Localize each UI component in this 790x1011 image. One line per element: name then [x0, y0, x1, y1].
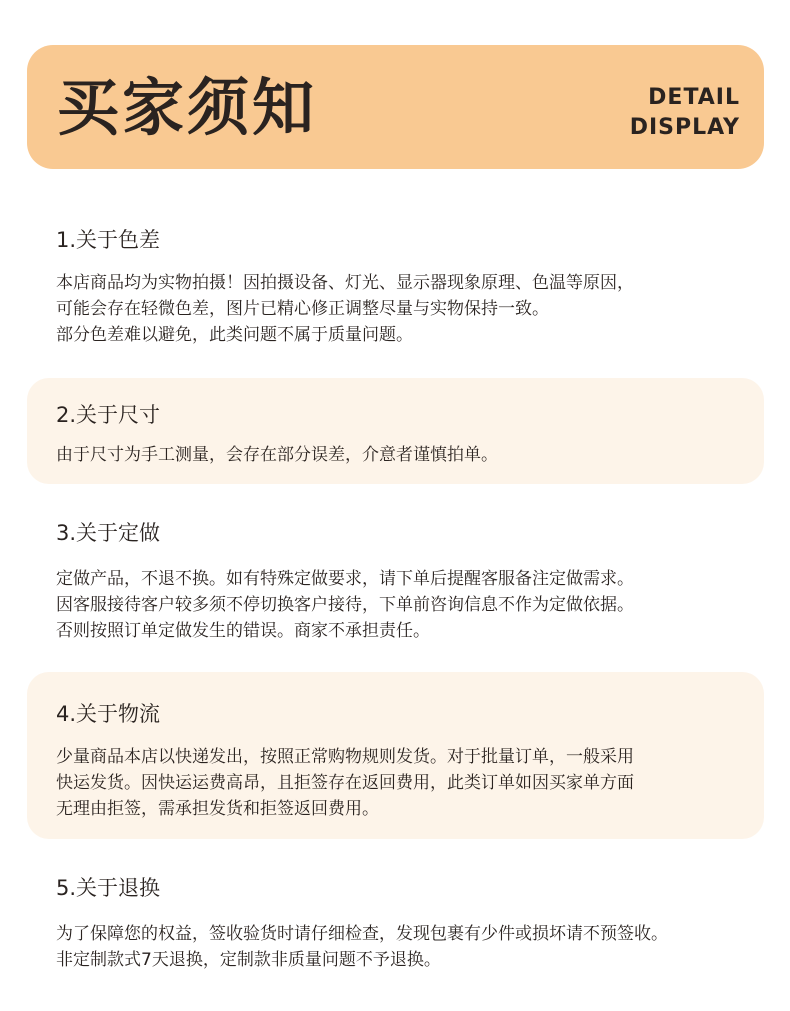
header-banner [27, 45, 764, 169]
page-title: 买家须知 [57, 71, 318, 144]
body-line: 为了保障您的权益，签收验货时请仔细检查，发现包裹有少件或损坏请不预签收。 [56, 924, 668, 944]
section-body [56, 921, 764, 973]
body-line: 定做产品，不退不换。如有特殊定做要求，请下单后提醒客服备注定做需求。 [56, 569, 634, 589]
section-color-difference [27, 205, 764, 355]
section-logistics [27, 672, 764, 839]
body-line: 否则按照订单定做发生的错误。商家不承担责任。 [56, 621, 430, 641]
section-returns [27, 855, 764, 995]
section-title: 2.关于尺寸 [56, 403, 161, 427]
subtitle-line-2: DISPLAY [629, 115, 740, 140]
body-line: 无理由拒签，需承担发货和拒签返回费用。 [56, 799, 379, 819]
subtitle-line-1: DETAIL [648, 85, 740, 110]
section-size [27, 378, 764, 484]
body-line: 少量商品本店以快递发出，按照正常购物规则发货。对于批量订单，一般采用 [56, 747, 634, 767]
section-title: 1.关于色差 [56, 228, 161, 252]
body-line: 快运发货。因快运运费高昂，且拒签存在返回费用，此类订单如因买家单方面 [56, 773, 634, 793]
section-title: 5.关于退换 [56, 876, 161, 900]
body-line: 非定制款式7天退换，定制款非质量问题不予退换。 [56, 950, 441, 970]
section-body [56, 270, 764, 348]
section-body [56, 442, 764, 468]
body-line: 可能会存在轻微色差，图片已精心修正调整尽量与实物保持一致。 [56, 299, 549, 319]
section-body [56, 566, 764, 644]
body-line: 本店商品均为实物拍摄！因拍摄设备、灯光、显示器现象原理、色温等原因， [56, 273, 634, 293]
page-subtitle [630, 83, 740, 143]
body-line: 部分色差难以避免，此类问题不属于质量问题。 [56, 325, 413, 345]
section-body [56, 744, 764, 822]
body-line: 因客服接待客户较多须不停切换客户接待，下单前咨询信息不作为定做依据。 [56, 595, 634, 615]
body-line: 由于尺寸为手工测量，会存在部分误差，介意者谨慎拍单。 [56, 445, 498, 465]
section-title: 3.关于定做 [56, 521, 161, 545]
section-title: 4.关于物流 [56, 702, 161, 726]
section-customization [27, 500, 764, 650]
